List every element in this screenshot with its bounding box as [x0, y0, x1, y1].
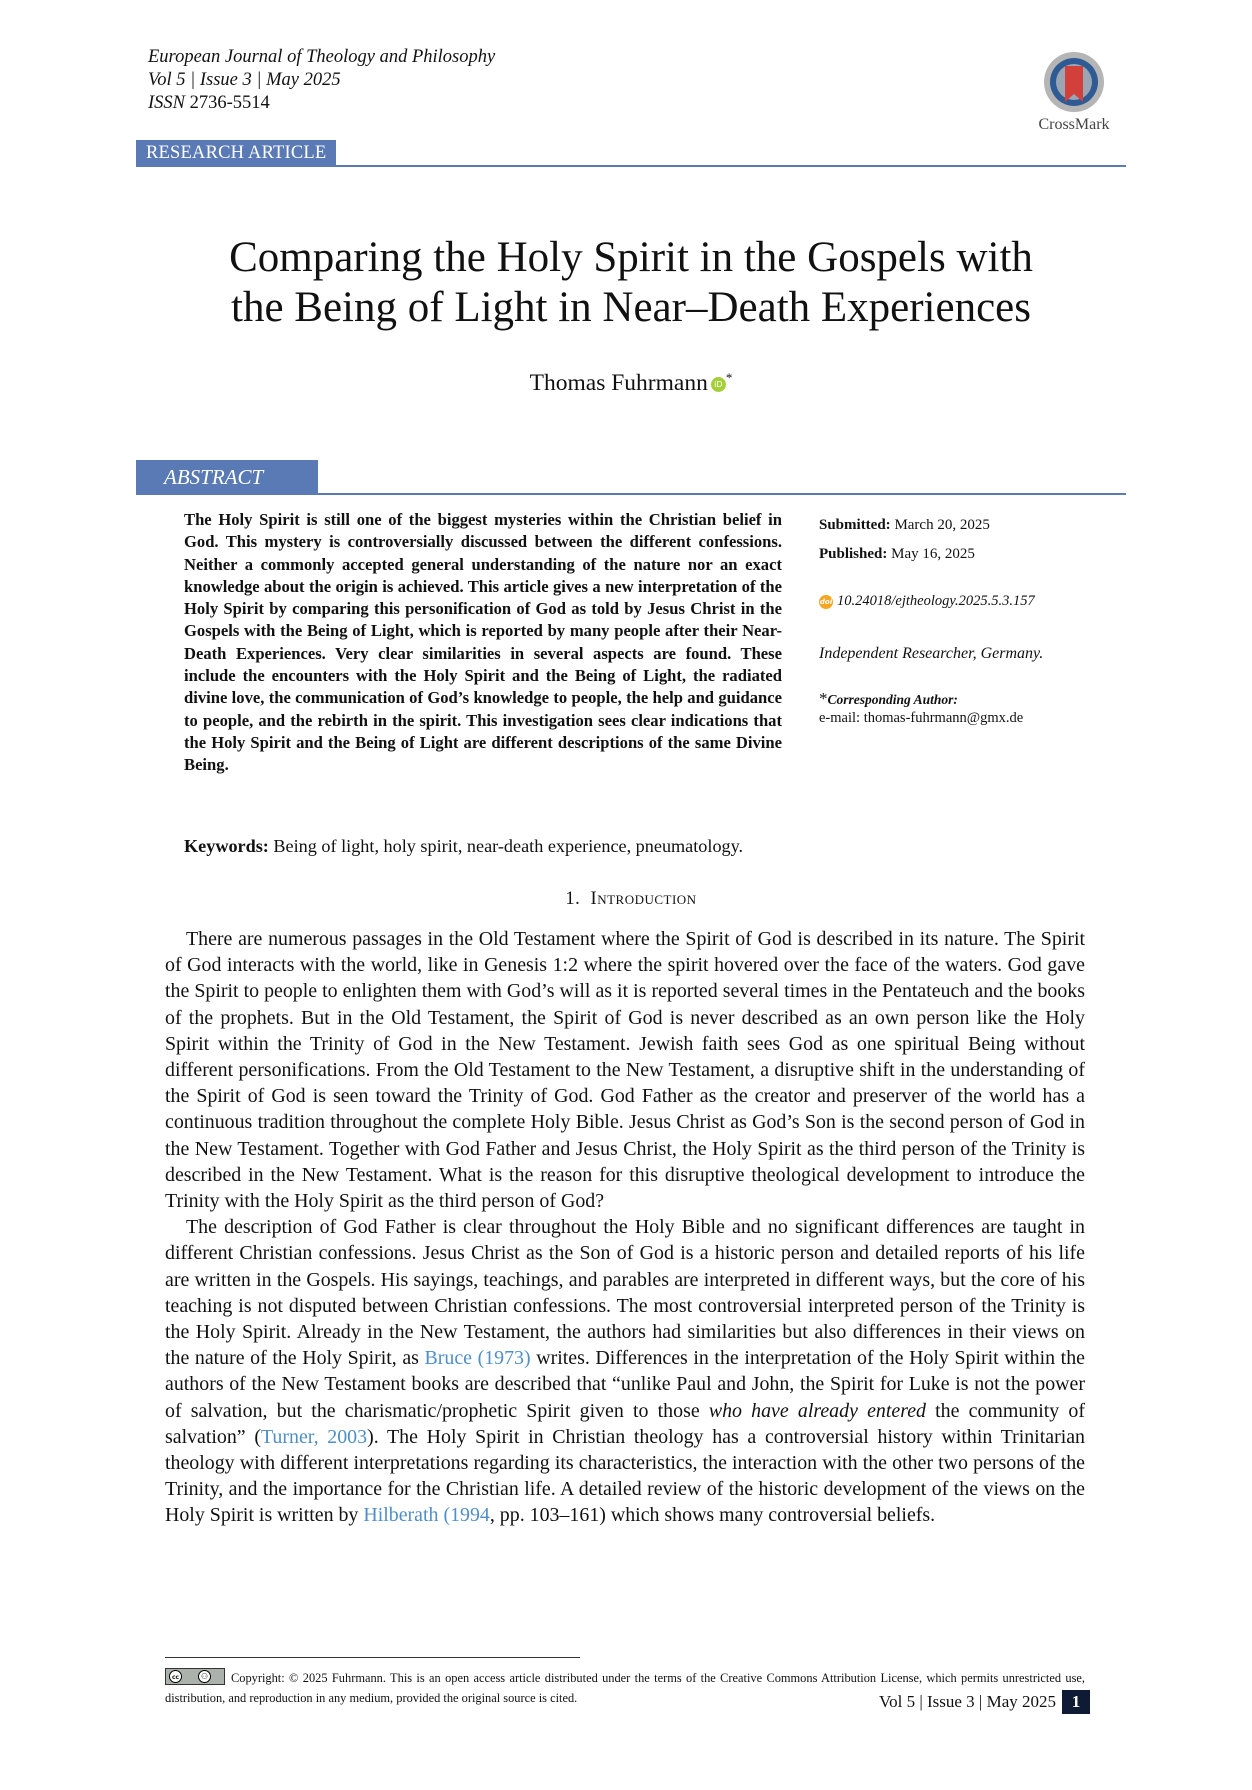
page-number: 1	[1062, 1690, 1090, 1714]
crossmark-badge[interactable]	[1034, 50, 1114, 134]
journal-header	[148, 46, 495, 115]
body-text	[165, 926, 1085, 1529]
keywords	[184, 835, 782, 858]
journal-issue: Vol 5 | Issue 3 | May 2025	[148, 70, 341, 90]
abstract-heading: ABSTRACT	[136, 460, 318, 494]
author-name: Thomas Fuhrmann	[529, 370, 708, 396]
affiliation: Independent Researcher, Germany.	[819, 645, 1044, 662]
keywords-values: Being of light, holy spirit, near-death experience, pneumatology.	[273, 836, 744, 856]
issn-value: 2736-5514	[189, 93, 270, 113]
orcid-icon[interactable]: iD	[711, 377, 726, 392]
published-date: May 16, 2025	[891, 546, 975, 562]
citation-turner[interactable]: Turner, 2003	[260, 1425, 368, 1448]
by-icon: ⚇	[198, 1670, 211, 1683]
published-line	[819, 546, 1119, 563]
doi-icon: doi	[819, 595, 833, 609]
abstract-body: The Holy Spirit is still one of the biggest mysteries within the Christian belief in God. This mystery is controversially discussed between the different confessions. Neither a commonly accepted general understanding of the nature nor an exact knowledge about the origin is achieved. This article gives a new interpretation of the Holy Spirit by comparing this personification of God as told by Jesus Christ in the Gospels with the Being of Light, which is reported by many people after their Near-Death Experiences. Very clear similarities in several aspects are found. These include the encounters with the Holy Spirit and the Being of Light, the radiated divine love, the communication of God’s knowledge to people, the help and guidance to people, and the rebirth in the spirit. This investigation sees clear indications that the Holy Spirit and the Being of Light are different descriptions of the same Divine Being.	[184, 510, 782, 775]
crossmark-label: CrossMark	[1038, 116, 1110, 133]
corresponding-email[interactable]: e-mail: thomas-fuhrmann@gmx.de	[819, 710, 1024, 726]
cc-icon: cc	[169, 1670, 182, 1683]
abstract-divider	[136, 493, 1126, 495]
paragraph-2	[165, 1214, 1085, 1528]
section-heading	[136, 889, 1126, 910]
footnote-rule	[165, 1657, 580, 1658]
doi-line[interactable]	[819, 593, 1119, 610]
citation-bruce[interactable]: Bruce (1973)	[424, 1347, 531, 1370]
title-line-1: Comparing the Holy Spirit in the Gospels with	[229, 234, 1033, 281]
page-footer	[870, 1690, 1090, 1714]
issn-label: ISSN	[148, 93, 185, 113]
p2-italic: who have already entered	[708, 1399, 926, 1422]
article-title	[136, 233, 1126, 333]
p2-segment-b: writes. Differences in the interpretation of the Holy Spirit within the authors of the New Testament books are described that “unlike Paul and John, the Spirit for Luke is not the power of salvation, but the charismatic/prophetic Spirit given to those	[165, 1347, 1085, 1422]
p2-segment-c: the community of salvation” (	[165, 1399, 1085, 1448]
p2-segment-d: ). The Holy Spirit in Christian theology has a controversial history within Trinitarian theology with different interpretations regarding its characteristics, the interaction with the other two persons of the Trinity, and the importance for the Christian life. A detailed review of the historic development of the views on the Holy Spirit is written by	[165, 1425, 1085, 1527]
p2-segment-a: The description of God Father is clear throughout the Holy Bible and no significant differences are taught in different Christian confessions. Jesus Christ as the Son of God is a historic person and detailed reports of his life are written in the Gospels. His sayings, teachings, and parables are interpreted in different ways, but the core of his teaching is not disputed between Christian confessions. The most controversial interpreted person of the Trinity is the Holy Spirit. Already in the New Testament, the authors had similarities but also differences in their views on the nature of the Holy Spirit, as	[165, 1216, 1085, 1370]
keywords-label: Keywords:	[184, 836, 269, 856]
license-text: Copyright: © 2025 Fuhrmann. This is an open access article distributed under the terms of the Creative Commons Attribution License, which permits unrestricted use, distribution, and reproduction in any medium, provided the original source is cited.	[165, 1671, 1085, 1705]
section-number: 1.	[565, 889, 581, 909]
corresponding-label-line	[819, 690, 1119, 709]
doi-link[interactable]: 10.24018/ejtheology.2025.5.3.157	[837, 593, 1035, 609]
published-label: Published:	[819, 546, 888, 562]
footer-issue: Vol 5 | Issue 3 | May 2025	[879, 1692, 1056, 1711]
cc-by-badge[interactable]	[165, 1668, 225, 1685]
submitted-line	[819, 517, 1119, 534]
corresponding-star: *	[819, 689, 828, 708]
header-divider	[136, 165, 1126, 167]
p2-segment-e: , pp. 103–161) which shows many controversial beliefs.	[489, 1504, 936, 1527]
journal-issn	[148, 92, 495, 115]
title-line-2: the Being of Light in Near–Death Experiences	[231, 284, 1031, 331]
author-line	[136, 370, 1126, 397]
submitted-label: Submitted:	[819, 517, 891, 533]
corresponding-author	[819, 690, 1119, 727]
author-corresponding-marker: *	[725, 370, 733, 385]
section-title: Introduction	[590, 889, 697, 909]
citation-hilberath[interactable]: Hilberath (1994	[363, 1504, 490, 1527]
paragraph-1: There are numerous passages in the Old Testament where the Spirit of God is described in its nature. The Spirit of God interacts with the world, like in Genesis 1:2 where the spirit hovered over the face of the waters. God gave the Spirit to people to enlighten them with God’s will as it is reported several times in the Pentateuch and the books of the prophets. But in the Old Testament, the Spirit of God is never described as an own person like the Holy Spirit within the Trinity of God in the New Testament. Jewish faith sees God as one spiritual Being without different personifications. From the Old Testament to the New Testament, a disruptive shift in the understanding of the Spirit of God is seen toward the Trinity of God. God Father as the creator and preserver of the world has a continuous tradition throughout the complete Holy Bible. Jesus Christ as God’s Son is the second person of God in the New Testament. Together with God Father and Jesus Christ, the Holy Spirit as the third person of the Trinity is described in the New Testament. What is the reason for this disruptive theological development to introduce the Trinity with the Holy Spirit as the third person of God?	[165, 928, 1085, 1213]
submitted-date: March 20, 2025	[894, 517, 990, 533]
crossmark-icon	[1042, 50, 1106, 114]
journal-name: European Journal of Theology and Philosophy	[148, 47, 496, 67]
article-type-tag: RESEARCH ARTICLE	[136, 140, 336, 166]
corresponding-label: Corresponding Author:	[827, 692, 958, 707]
